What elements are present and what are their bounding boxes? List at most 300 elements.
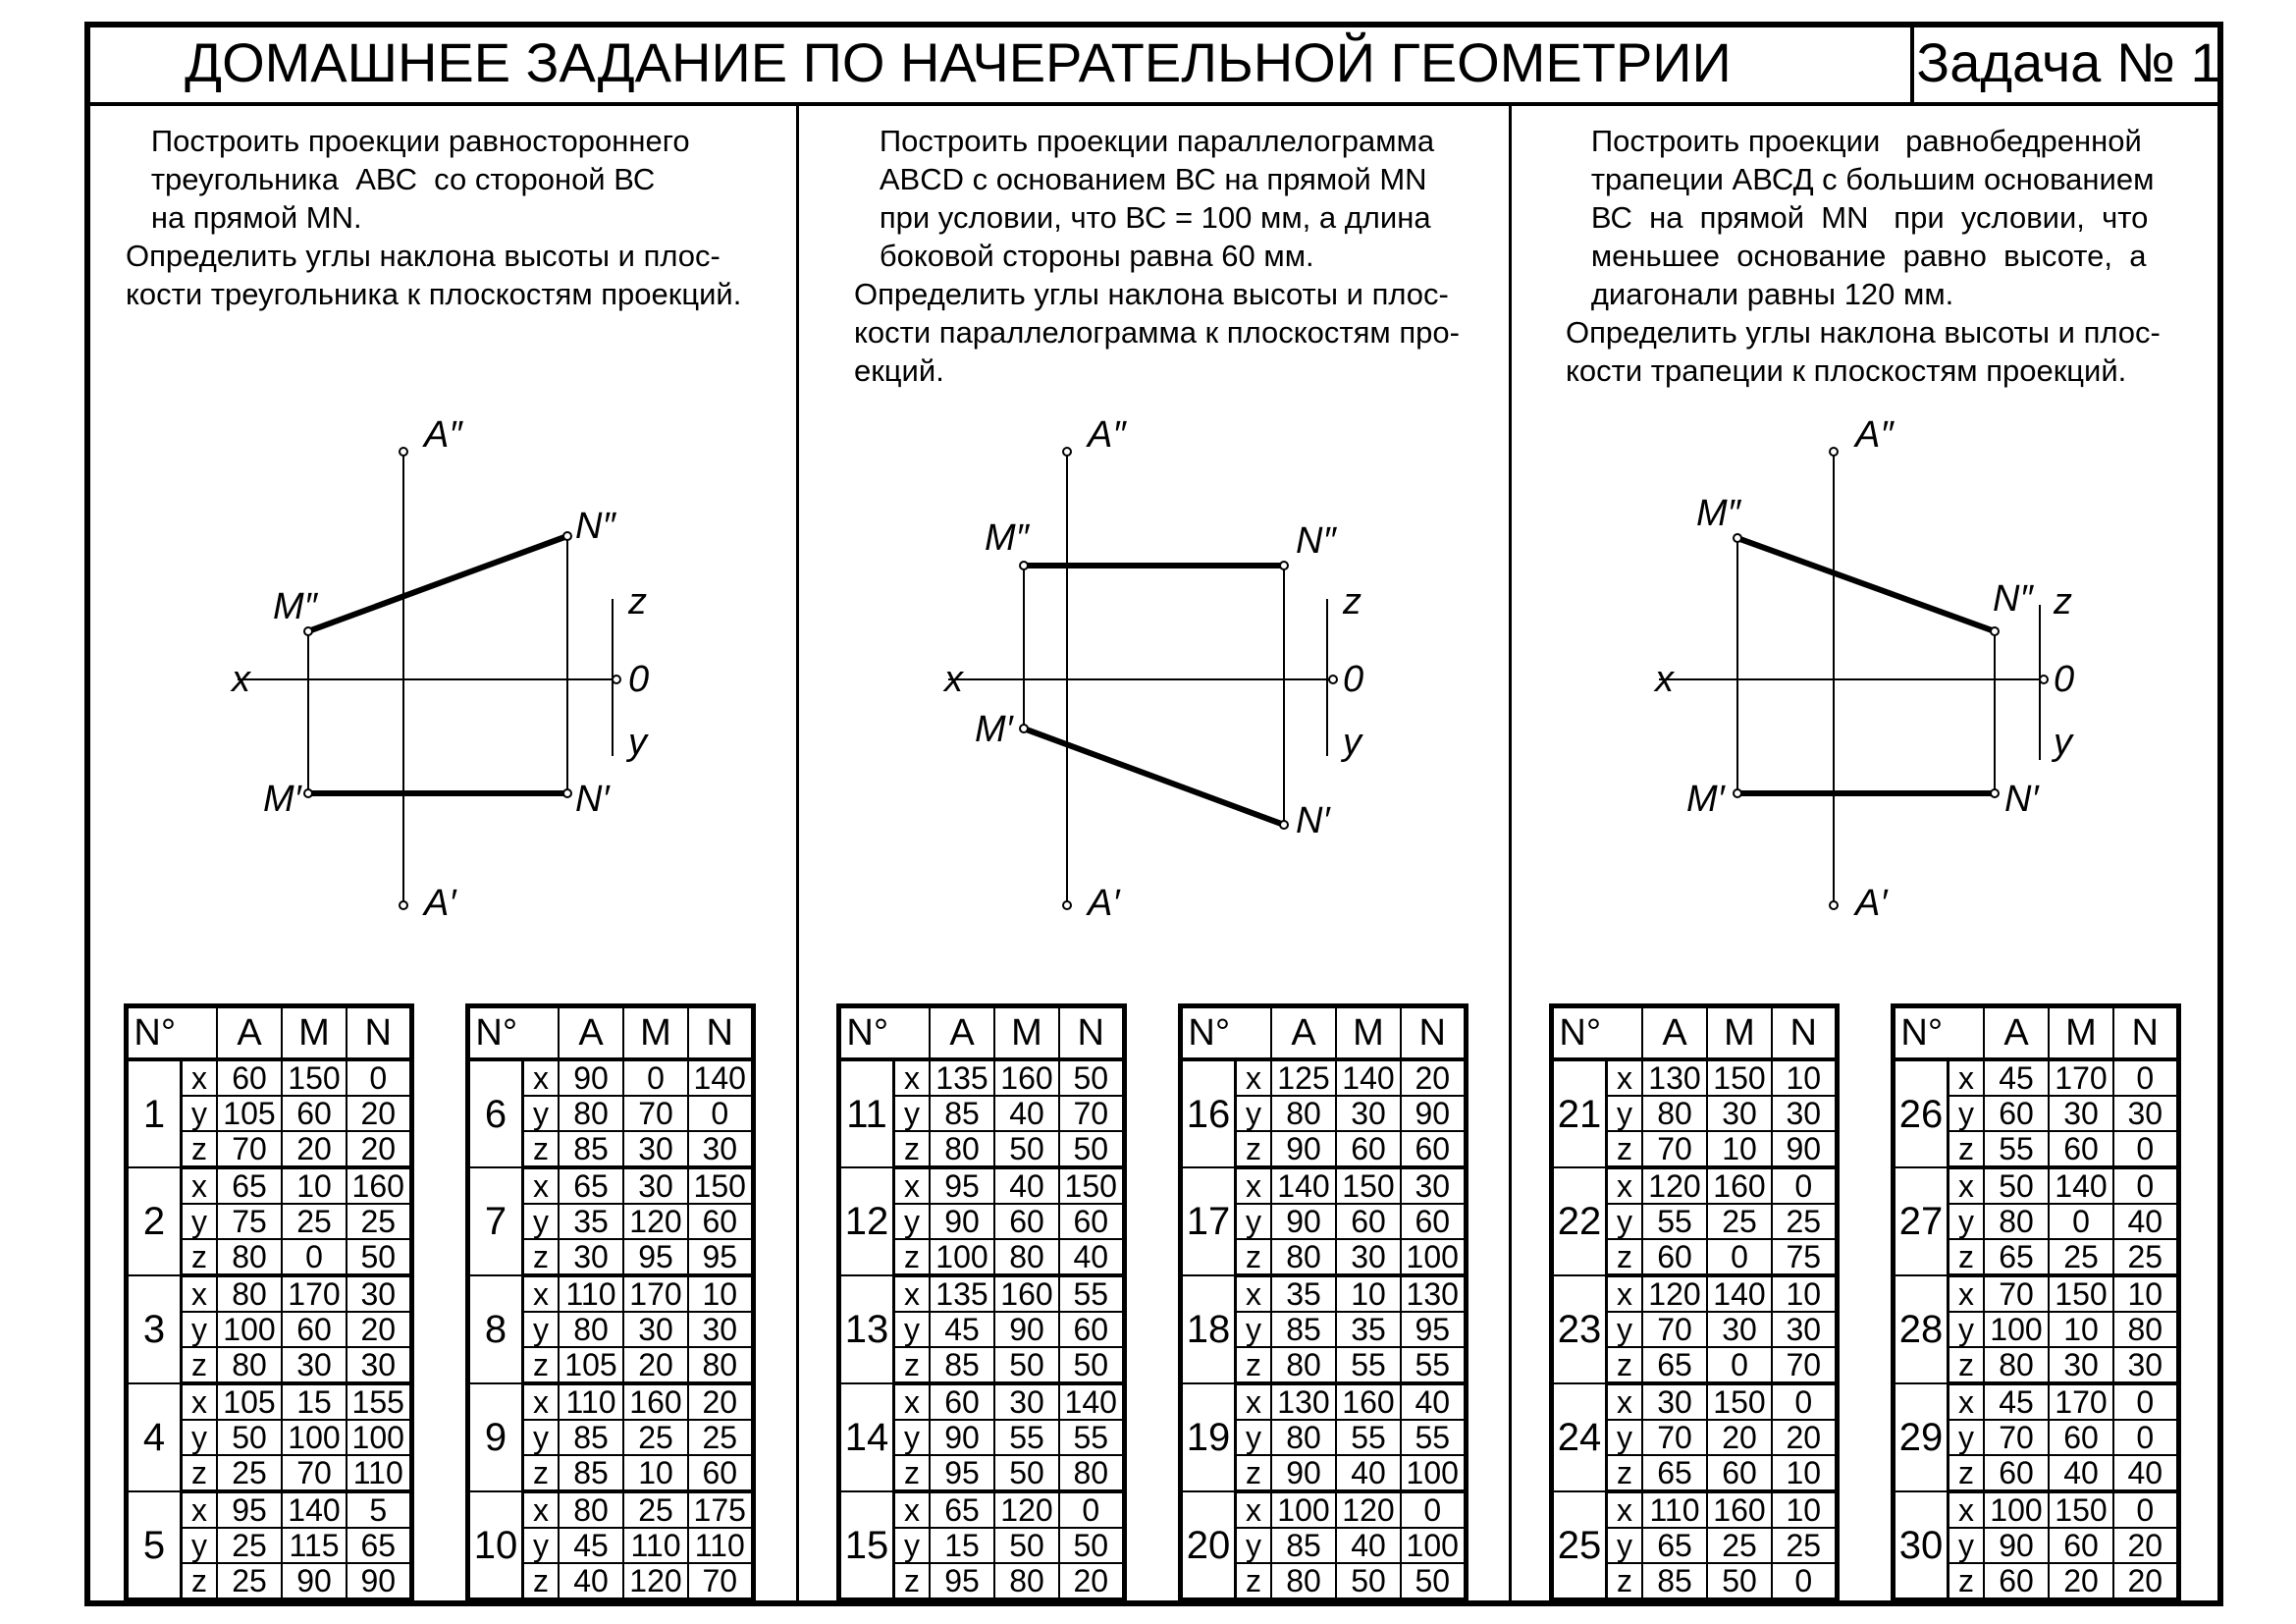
coordinate-cell: 140 (282, 1491, 347, 1528)
coordinate-cell: 40 (1336, 1455, 1401, 1491)
axis-label: y (523, 1312, 560, 1347)
point-label-m2: M″ (985, 517, 1030, 559)
coordinate-cell: 70 (1984, 1420, 2049, 1455)
coordinate-cell: 25 (2113, 1239, 2178, 1275)
axis-label: x (1607, 1059, 1643, 1096)
axis-label: y (523, 1528, 560, 1563)
coordinate-cell: 25 (282, 1204, 347, 1239)
coordinate-cell: 55 (1401, 1420, 1466, 1455)
table-row (1894, 1167, 2179, 1204)
axis-label: y (1607, 1420, 1643, 1455)
coordinate-cell: 30 (623, 1167, 688, 1204)
coordinate-cell: 80 (1984, 1347, 2049, 1383)
coordinate-cell: 45 (930, 1312, 994, 1347)
coordinate-cell: 45 (1984, 1383, 2049, 1420)
coordinate-cell: 170 (623, 1275, 688, 1312)
coordinate-cell: 30 (347, 1275, 411, 1312)
axis-label: y (1607, 1096, 1643, 1131)
point-label-a2: A″ (424, 414, 462, 456)
coordinate-cell: 30 (1642, 1383, 1707, 1420)
coordinate-cell: 110 (347, 1455, 411, 1491)
coordinate-cell: 10 (1772, 1059, 1837, 1096)
coordinate-cell: 10 (1707, 1131, 1772, 1167)
coordinate-cell: 60 (1401, 1131, 1466, 1167)
coordinate-cell: 20 (347, 1131, 411, 1167)
point-label-m2: M″ (1696, 493, 1741, 534)
axis-label: z (523, 1563, 560, 1600)
axis-label: x (182, 1383, 218, 1420)
coordinate-cell: 60 (1401, 1204, 1466, 1239)
point-label-a1: A′ (424, 883, 456, 924)
coordinate-cell: 80 (994, 1239, 1059, 1275)
coordinate-cell: 30 (688, 1312, 753, 1347)
axis-label: z (894, 1563, 931, 1600)
coordinate-cell: 10 (688, 1275, 753, 1312)
coordinate-cell: 55 (1336, 1420, 1401, 1455)
axis-label: y (1949, 1528, 1985, 1563)
coordinate-cell: 40 (1401, 1383, 1466, 1420)
coordinate-cell: 30 (2113, 1096, 2178, 1131)
coordinate-cell: 30 (623, 1131, 688, 1167)
axis-label: x (1949, 1383, 1985, 1420)
header-point-m: M (1707, 1006, 1772, 1060)
point-label-a2: A″ (1088, 414, 1126, 456)
coordinate-cell: 25 (2049, 1239, 2113, 1275)
coordinate-cell: 100 (1984, 1491, 2049, 1528)
coordinate-cell: 90 (1271, 1204, 1336, 1239)
coordinate-cell: 30 (1336, 1239, 1401, 1275)
variants-table (1549, 1003, 1840, 1602)
point-label-n1: N′ (575, 779, 610, 820)
coordinate-cell: 40 (994, 1096, 1059, 1131)
coordinate-cell: 25 (623, 1420, 688, 1455)
coordinate-cell: 20 (1772, 1420, 1837, 1455)
coordinate-cell: 25 (1707, 1528, 1772, 1563)
coordinate-cell: 40 (2049, 1455, 2113, 1491)
axis-label: x (1236, 1167, 1272, 1204)
axis-label: x (894, 1059, 931, 1096)
axis-label: z (1236, 1239, 1272, 1275)
coordinate-cell: 10 (1772, 1275, 1837, 1312)
coordinate-cell: 20 (623, 1347, 688, 1383)
variant-number: 23 (1552, 1275, 1607, 1383)
coordinate-cell: 135 (930, 1059, 994, 1096)
point-label-y: y (2054, 722, 2072, 763)
axis-label: z (1949, 1347, 1985, 1383)
coordinate-cell: 120 (623, 1204, 688, 1239)
coordinate-cell: 150 (1059, 1167, 1124, 1204)
coordinate-cell: 150 (1707, 1059, 1772, 1096)
header-blank (1607, 1006, 1643, 1060)
coordinate-cell: 85 (930, 1347, 994, 1383)
coordinate-cell: 90 (930, 1204, 994, 1239)
coordinate-cell: 35 (1271, 1275, 1336, 1312)
point-label-z: z (628, 581, 647, 623)
axis-label: z (1607, 1455, 1643, 1491)
coordinate-cell: 160 (347, 1167, 411, 1204)
coordinate-cell: 40 (1336, 1528, 1401, 1563)
axis-label: y (182, 1312, 218, 1347)
axis-label: z (182, 1563, 218, 1600)
coordinate-cell: 160 (1707, 1491, 1772, 1528)
coordinate-cell: 25 (1772, 1528, 1837, 1563)
variant-number: 17 (1181, 1167, 1236, 1275)
variant-number: 7 (468, 1167, 523, 1275)
coordinate-cell: 20 (347, 1096, 411, 1131)
axis-label: y (1236, 1096, 1272, 1131)
axis-label: z (523, 1239, 560, 1275)
coordinate-cell: 90 (1271, 1455, 1336, 1491)
coordinate-cell: 0 (2113, 1420, 2178, 1455)
axis-label: y (182, 1528, 218, 1563)
coordinate-cell: 50 (1336, 1563, 1401, 1600)
coordinate-cell: 80 (559, 1096, 623, 1131)
coordinate-cell: 20 (1401, 1059, 1466, 1096)
axis-label: y (1236, 1528, 1272, 1563)
header-number: N° (127, 1006, 182, 1060)
coordinate-cell: 160 (1707, 1167, 1772, 1204)
coordinate-cell: 110 (623, 1528, 688, 1563)
coordinate-cell: 30 (1401, 1167, 1466, 1204)
header-point-a: A (930, 1006, 994, 1060)
axis-label: y (182, 1420, 218, 1455)
point-label-a1: A′ (1855, 883, 1888, 924)
projection-point (1734, 789, 1741, 797)
coordinate-cell: 120 (1642, 1275, 1707, 1312)
coordinate-cell: 170 (2049, 1383, 2113, 1420)
axis-label: y (1607, 1204, 1643, 1239)
coordinate-cell: 80 (1271, 1239, 1336, 1275)
coordinate-cell: 70 (217, 1131, 282, 1167)
coordinate-cell: 160 (1336, 1383, 1401, 1420)
axis-label: x (1236, 1059, 1272, 1096)
coordinate-cell: 30 (559, 1239, 623, 1275)
coordinate-cell: 0 (1772, 1167, 1837, 1204)
coordinate-cell: 60 (217, 1059, 282, 1096)
coordinate-cell: 50 (217, 1420, 282, 1455)
coordinate-cell: 90 (282, 1563, 347, 1600)
header-point-n: N (347, 1006, 411, 1060)
coordinate-cell: 130 (1642, 1059, 1707, 1096)
axis-label: x (894, 1275, 931, 1312)
table-row (1894, 1275, 2179, 1312)
header-point-m: M (994, 1006, 1059, 1060)
coordinate-cell: 70 (1059, 1096, 1124, 1131)
point-label-y: y (1343, 722, 1362, 763)
point-label-o: 0 (1343, 659, 1364, 700)
axis-label: y (894, 1312, 931, 1347)
coordinate-cell: 85 (559, 1420, 623, 1455)
coordinate-cell: 80 (1271, 1420, 1336, 1455)
coordinate-cell: 60 (1984, 1096, 2049, 1131)
coordinate-cell: 75 (217, 1204, 282, 1239)
coordinate-cell: 30 (1336, 1096, 1401, 1131)
axis-label: x (1949, 1059, 1985, 1096)
coordinate-cell: 10 (1336, 1275, 1401, 1312)
axis-label: x (1949, 1491, 1985, 1528)
coordinate-cell: 60 (2049, 1420, 2113, 1455)
coordinate-cell: 50 (994, 1131, 1059, 1167)
coordinate-cell: 160 (994, 1275, 1059, 1312)
coordinate-cell: 60 (1336, 1131, 1401, 1167)
problem-statement: Построить проекции параллелограмма ABCD с основанием ВС на прямой MN при условии, что ВС = 100 мм, а длина боковой стороны равна 60 мм. Определить углы наклона высоты и плос- кости параллелограмма к плоскостям про- екций. (854, 124, 1460, 388)
axis-label: x (523, 1491, 560, 1528)
coordinate-cell: 50 (1059, 1131, 1124, 1167)
axis-label: y (1236, 1312, 1272, 1347)
coordinate-cell: 140 (688, 1059, 753, 1096)
coordinate-cell: 110 (688, 1528, 753, 1563)
header-number: N° (1552, 1006, 1607, 1060)
axis-label: x (182, 1167, 218, 1204)
coordinate-cell: 70 (282, 1455, 347, 1491)
coordinate-cell: 30 (623, 1312, 688, 1347)
axis-label: z (1236, 1563, 1272, 1600)
axis-label: y (894, 1420, 931, 1455)
coordinate-cell: 50 (994, 1528, 1059, 1563)
coordinate-cell: 15 (282, 1383, 347, 1420)
coordinate-cell: 80 (217, 1239, 282, 1275)
coordinate-cell: 160 (623, 1383, 688, 1420)
axis-label: z (894, 1239, 931, 1275)
table-row (1894, 1491, 2179, 1528)
coordinate-cell: 5 (347, 1491, 411, 1528)
axis-label: z (1236, 1131, 1272, 1167)
axis-label: x (1236, 1383, 1272, 1420)
problem-statement: Построить проекции равнобедренной трапеции АВСД с большим основанием ВС на прямой MN при условии, что меньшее основание равно высоте, а диагонали равны 120 мм. Определить углы наклона высоты и плос- кости трапеции к плоскостям проекций. (1566, 124, 2161, 388)
coordinate-cell: 70 (1984, 1275, 2049, 1312)
coordinate-cell: 150 (282, 1059, 347, 1096)
axis-label: y (1607, 1528, 1643, 1563)
coordinate-cell: 65 (347, 1528, 411, 1563)
coordinate-cell: 125 (1271, 1059, 1336, 1096)
variant-number: 5 (127, 1491, 182, 1600)
coordinate-cell: 10 (2049, 1312, 2113, 1347)
coordinate-cell: 40 (559, 1563, 623, 1600)
axis-label: x (1949, 1275, 1985, 1312)
axis-label: x (523, 1059, 560, 1096)
coordinate-cell: 100 (1401, 1455, 1466, 1491)
coordinate-cell: 100 (930, 1239, 994, 1275)
coordinate-cell: 30 (1707, 1312, 1772, 1347)
variant-number: 29 (1894, 1383, 1949, 1491)
coordinate-cell: 70 (1642, 1312, 1707, 1347)
axis-label: y (894, 1528, 931, 1563)
axis-label: z (894, 1347, 931, 1383)
coordinate-cell: 60 (1984, 1563, 2049, 1600)
coordinate-cell: 40 (994, 1167, 1059, 1204)
header-point-a: A (1984, 1006, 2049, 1060)
variant-number: 15 (839, 1491, 894, 1600)
axis-label: x (894, 1491, 931, 1528)
axis-label: z (1607, 1239, 1643, 1275)
header-point-n: N (688, 1006, 753, 1060)
coordinate-cell: 100 (1271, 1491, 1336, 1528)
axis-label: z (894, 1131, 931, 1167)
axis-label: y (523, 1420, 560, 1455)
coordinate-cell: 40 (2113, 1204, 2178, 1239)
axis-label: y (1607, 1312, 1643, 1347)
coordinate-cell: 170 (282, 1275, 347, 1312)
axis-label: z (1949, 1455, 1985, 1491)
point-label-x: x (232, 659, 250, 700)
coordinate-cell: 60 (282, 1096, 347, 1131)
coordinate-cell: 100 (1401, 1239, 1466, 1275)
projection-point (1991, 789, 1999, 797)
variant-number: 3 (127, 1275, 182, 1383)
coordinate-cell: 80 (217, 1347, 282, 1383)
coordinate-cell: 45 (559, 1528, 623, 1563)
coordinate-cell: 0 (1772, 1383, 1837, 1420)
coordinate-cell: 90 (1401, 1096, 1466, 1131)
coordinate-cell: 95 (930, 1563, 994, 1600)
axis-label: x (1236, 1491, 1272, 1528)
table-row (1552, 1167, 1838, 1204)
coordinate-cell: 25 (347, 1204, 411, 1239)
coordinate-cell: 0 (1707, 1239, 1772, 1275)
point-label-a2: A″ (1855, 414, 1894, 456)
coordinate-cell: 100 (217, 1312, 282, 1347)
axis-label: y (1949, 1096, 1985, 1131)
axis-label: x (523, 1275, 560, 1312)
coordinate-cell: 20 (2113, 1528, 2178, 1563)
coordinate-cell: 0 (2113, 1491, 2178, 1528)
variant-number: 12 (839, 1167, 894, 1275)
variant-number: 18 (1181, 1275, 1236, 1383)
header-point-m: M (2049, 1006, 2113, 1060)
variant-number: 13 (839, 1275, 894, 1383)
coordinate-cell: 150 (1707, 1383, 1772, 1420)
coordinate-cell: 55 (1336, 1347, 1401, 1383)
coordinate-cell: 85 (1271, 1312, 1336, 1347)
coordinate-cell: 0 (2113, 1383, 2178, 1420)
coordinate-cell: 60 (2049, 1528, 2113, 1563)
coordinate-cell: 30 (688, 1131, 753, 1167)
coordinate-cell: 55 (1059, 1275, 1124, 1312)
coordinate-cell: 85 (930, 1096, 994, 1131)
coordinate-cell: 30 (1772, 1312, 1837, 1347)
coordinate-cell: 60 (282, 1312, 347, 1347)
header-point-a: A (1271, 1006, 1336, 1060)
coordinate-cell: 60 (1707, 1455, 1772, 1491)
point-label-n2: N″ (1296, 520, 1336, 562)
coordinate-cell: 40 (1059, 1239, 1124, 1275)
table-row (1894, 1059, 2179, 1096)
coordinate-cell: 25 (217, 1455, 282, 1491)
coordinate-cell: 105 (217, 1096, 282, 1131)
axis-label: y (1949, 1420, 1985, 1455)
axis-label: y (182, 1096, 218, 1131)
coordinate-cell: 10 (1772, 1491, 1837, 1528)
variant-number: 1 (127, 1059, 182, 1167)
coordinate-cell: 100 (347, 1420, 411, 1455)
coordinate-cell: 100 (282, 1420, 347, 1455)
coordinate-cell: 50 (1401, 1563, 1466, 1600)
axis-label: x (523, 1383, 560, 1420)
axis-label: y (523, 1096, 560, 1131)
coordinate-cell: 50 (347, 1239, 411, 1275)
coordinate-cell: 80 (217, 1275, 282, 1312)
point-label-m1: M′ (975, 709, 1013, 750)
coordinate-cell: 170 (2049, 1059, 2113, 1096)
header-number: N° (468, 1006, 523, 1060)
axis-label: z (1607, 1563, 1643, 1600)
coordinate-cell: 20 (1707, 1420, 1772, 1455)
coordinate-cell: 0 (1059, 1491, 1124, 1528)
axis-label: x (523, 1167, 560, 1204)
coordinate-cell: 70 (1772, 1347, 1837, 1383)
variant-number: 4 (127, 1383, 182, 1491)
coordinate-cell: 10 (2113, 1275, 2178, 1312)
coordinate-cell: 120 (1336, 1491, 1401, 1528)
coordinate-cell: 55 (1059, 1420, 1124, 1455)
point-label-x: x (1655, 659, 1674, 700)
coordinate-cell: 30 (1707, 1096, 1772, 1131)
axis-label: y (1949, 1312, 1985, 1347)
coordinate-cell: 60 (688, 1204, 753, 1239)
table-row (1552, 1383, 1838, 1420)
coordinate-cell: 30 (2049, 1096, 2113, 1131)
coordinate-cell: 60 (688, 1455, 753, 1491)
coordinate-cell: 25 (688, 1420, 753, 1455)
coordinate-cell: 80 (930, 1131, 994, 1167)
coordinate-cell: 30 (1772, 1096, 1837, 1131)
variant-number: 11 (839, 1059, 894, 1167)
coordinate-cell: 0 (347, 1059, 411, 1096)
coordinate-cell: 155 (347, 1383, 411, 1420)
coordinate-cell: 95 (930, 1455, 994, 1491)
point-label-m2: M″ (273, 586, 318, 627)
axis-label: z (523, 1455, 560, 1491)
coordinate-cell: 60 (1336, 1204, 1401, 1239)
coordinate-cell: 35 (559, 1204, 623, 1239)
coordinate-cell: 0 (2049, 1204, 2113, 1239)
coordinate-cell: 80 (994, 1563, 1059, 1600)
coordinate-cell: 105 (217, 1383, 282, 1420)
projection-point (1830, 448, 1838, 456)
coordinate-cell: 25 (623, 1491, 688, 1528)
axis-label: z (1949, 1563, 1985, 1600)
axis-label: y (894, 1204, 931, 1239)
coordinate-cell: 50 (1707, 1563, 1772, 1600)
coordinate-cell: 140 (1336, 1059, 1401, 1096)
variant-number: 10 (468, 1491, 523, 1600)
axis-label: z (1607, 1131, 1643, 1167)
variant-number: 2 (127, 1167, 182, 1275)
header-point-m: M (1336, 1006, 1401, 1060)
axis-label: z (1607, 1347, 1643, 1383)
coordinate-cell: 0 (623, 1059, 688, 1096)
coordinate-cell: 60 (2049, 1131, 2113, 1167)
coordinate-cell: 100 (1984, 1312, 2049, 1347)
header-point-n: N (2113, 1006, 2178, 1060)
coordinate-cell: 80 (1271, 1096, 1336, 1131)
coordinate-cell: 80 (1271, 1347, 1336, 1383)
coordinate-cell: 80 (559, 1491, 623, 1528)
coordinate-cell: 55 (1642, 1204, 1707, 1239)
coordinate-cell: 115 (282, 1528, 347, 1563)
variant-number: 6 (468, 1059, 523, 1167)
axis-label: y (894, 1096, 931, 1131)
task-number: Задача № 1 (1910, 22, 2223, 102)
coordinate-cell: 130 (1401, 1275, 1466, 1312)
coordinate-cell: 10 (623, 1455, 688, 1491)
coordinate-cell: 60 (1059, 1312, 1124, 1347)
axis-label: x (894, 1167, 931, 1204)
coordinate-cell: 60 (1059, 1204, 1124, 1239)
coordinate-cell: 140 (1059, 1383, 1124, 1420)
axis-label: z (1236, 1347, 1272, 1383)
axis-label: y (1949, 1204, 1985, 1239)
